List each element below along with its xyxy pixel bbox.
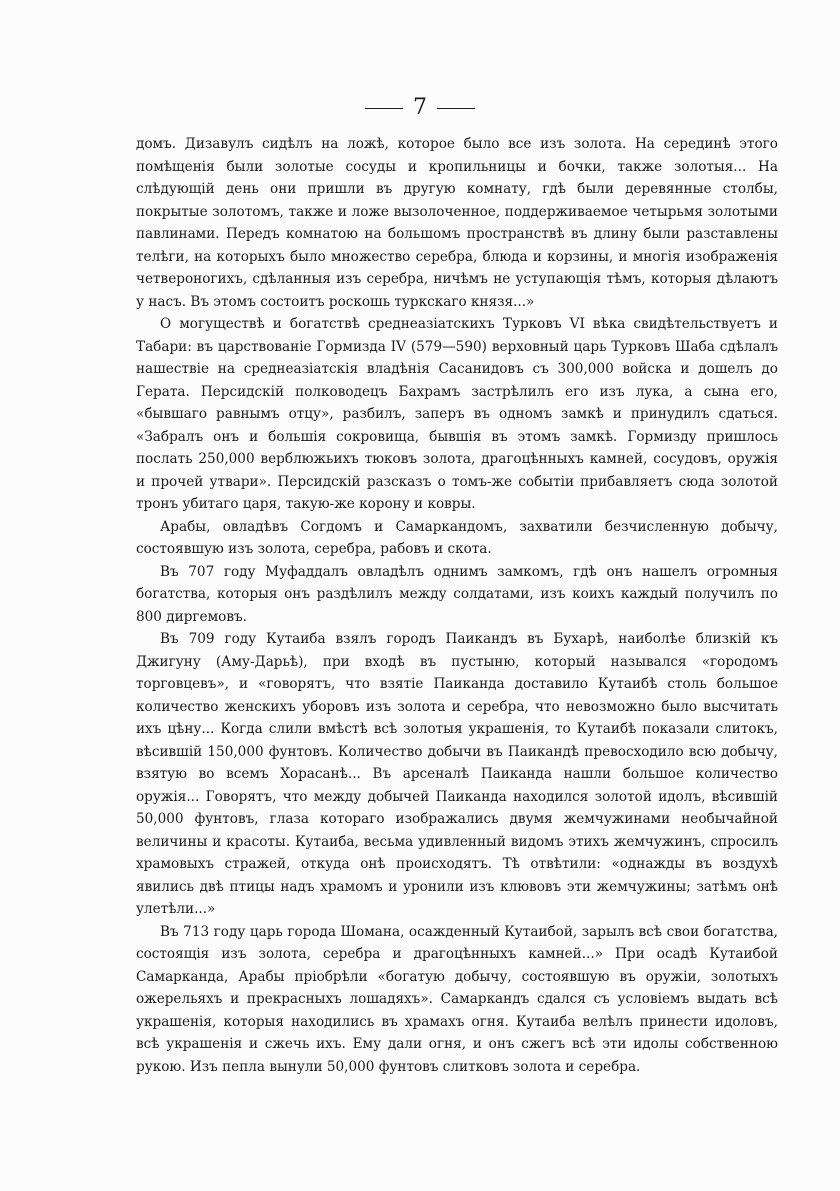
paragraph-3: Арабы, овладѣвъ Согдомъ и Самаркандомъ, захватили безчисленную добычу, состоявшую изъ золота, серебра, рабовъ и скота. (136, 518, 778, 557)
paragraph-6: Въ 713 году царь города Шомана, осажденный Кутаибой, зарылъ всѣ свои богатства, состоящія изъ золота, серебра и драгоцѣнныхъ камней...» При осадѣ Кутаибой Самарканда, Арабы пріобрѣли «богатую добычу, состоявшую въ оружіи, золотыхъ ожерельяхъ и прекрасныхъ лошадяхъ». Самаркандъ сдался съ условіемъ выдать всѣ украшенія, которыя находились въ храмахъ огня. Кутаиба велѣлъ принести идоловъ, всѣ украшенія и сжечь ихъ. Ему дали огня, и онъ сжегъ всѣ эти идолы собственною рукою. Изъ пепла вынули 50,000 фунтовъ слитковъ золота и серебра. (136, 923, 778, 1075)
header-dash-left (365, 108, 403, 109)
paragraph-4: Въ 707 году Муфаддалъ овладѣлъ однимъ замкомъ, гдѣ онъ нашелъ огромныя богатства, которыя онъ раздѣлилъ между солдатами, изъ коихъ каждый получилъ по 800 диргемовъ. (136, 563, 778, 625)
page-body (136, 133, 778, 1078)
header-dash-right (437, 108, 475, 109)
paragraph-1: домъ. Дизавулъ сидѣлъ на ложѣ, которое было все изъ золота. На серединѣ этого помѣщенія были золотые сосуды и кропильницы и бочки, также золотыя... На слѣдующій день они пришли въ другую комнату, гдѣ были деревянные столбы, покрытые золотомъ, также и ложе вызолоченное, поддерживаемое четырьмя золотыми павлинами. Передъ комнатою на большомъ пространствѣ въ длину были разставлены телѣги, на которыхъ было множество серебра, блюда и корзины, и многія изображенія четвероногихъ, сдѣланныя изъ серебра, ничѣмъ не уступающія тѣмъ, которыя дѣлаютъ у насъ. Въ этомъ состоитъ роскошь туркскаго князя...» (136, 136, 778, 310)
page-number: 7 (413, 95, 427, 120)
paragraph-2: О могуществѣ и богатствѣ среднеазіатскихъ Турковъ VI вѣка свидѣтельствуетъ и Табари: въ царствованіе Гормизда IV (579—590) верховный царь Турковъ Шаба сдѣлалъ нашествіе на среднеазіатскія владѣнія Сасанидовъ съ 300,000 войска и дошелъ до Герата. Персидскій полководецъ Бахрамъ застрѣлилъ его изъ лука, а сына его, «бывшаго равнымъ отцу», разбилъ, заперъ въ одномъ замкѣ и принудилъ сдаться. «Забралъ онъ и большія сокровища, бывшія въ этомъ замкѣ. Гормизду пришлось послать 250,000 верблюжьихъ тюковъ золота, драгоцѣнныхъ камней, сосудовъ, оружія и прочей утвари». Персидскій разсказъ о томъ-же событіи прибавляетъ сюда золотой тронъ убитаго царя, такую-же корону и ковры. (136, 316, 778, 512)
page-header (0, 96, 840, 120)
paragraph-5: Въ 709 году Кутаиба взялъ городъ Паикандъ въ Бухарѣ, наиболѣе близкій къ Джигуну (Аму-Дарьѣ), при входѣ въ пустыню, который назывался «городомъ торговцевъ», и «говорятъ, что взятіе Паиканда доставило Кутаибѣ столь большое количество женскихъ уборовъ изъ золота и серебра, что невозможно было высчитать ихъ цѣну... Когда слили вмѣстѣ всѣ золотыя украшенія, то Кутаибѣ показали слитокъ, вѣсившій 150,000 фунтовъ. Количество добычи въ Паикандѣ превосходило всю добычу, взятую во всемъ Хорасанѣ... Въ арсеналѣ Паиканда нашли большое количество оружія... Говорятъ, что между добычей Паиканда находился золотой идолъ, вѣсившій 50,000 фунтовъ, глаза котораго изображались двумя жемчужинами необычайной величины и красоты. Кутаиба, весьма удивленный видомъ этихъ жемчужинъ, спросилъ храмовыхъ стражей, откуда онѣ происходятъ. Тѣ отвѣтили: «однажды въ воздухѣ явились двѣ птицы надъ храмомъ и уронили изъ клювовъ эти жемчужины; затѣмъ онѣ улетѣли...» (136, 631, 778, 917)
